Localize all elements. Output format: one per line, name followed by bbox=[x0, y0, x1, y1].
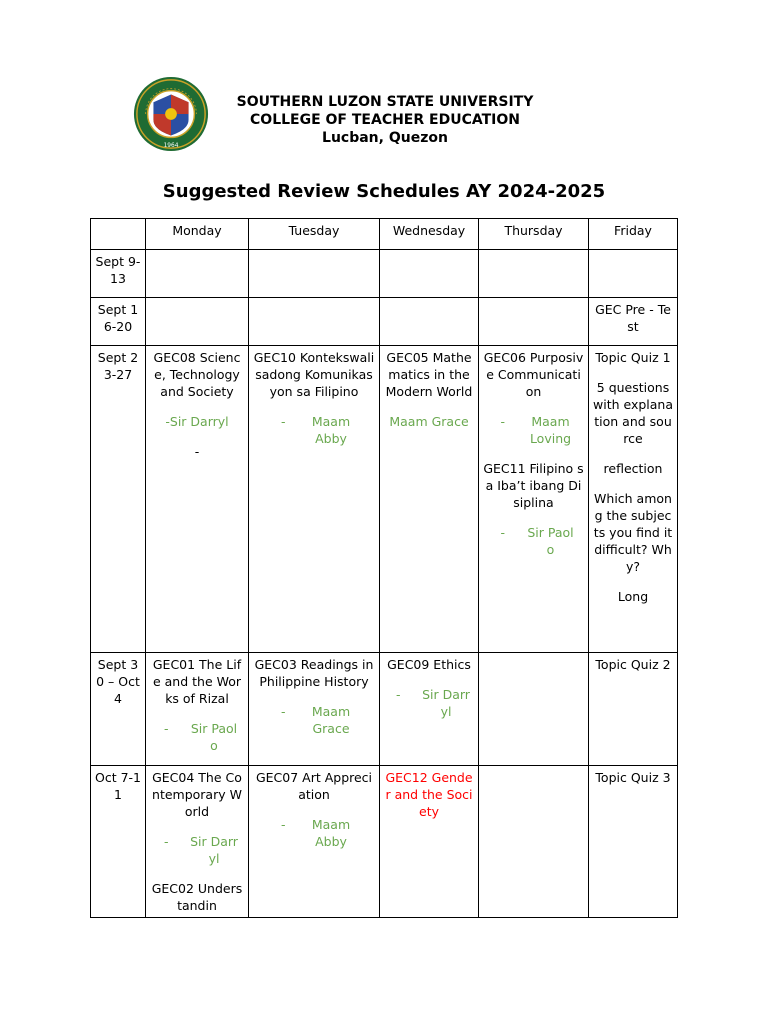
bullet: - bbox=[281, 817, 286, 832]
subject-cell bbox=[146, 346, 249, 653]
teacher-name: Maam Abby bbox=[311, 414, 351, 446]
teacher-name: Maam Abby bbox=[311, 817, 351, 849]
university-name: SOUTHERN LUZON STATE UNIVERSITY bbox=[236, 94, 534, 110]
teacher-name: Maam Grace bbox=[389, 414, 469, 429]
corner-cell bbox=[91, 219, 146, 250]
bullet: - bbox=[281, 414, 286, 429]
subject-name: GEC09 Ethics bbox=[387, 657, 471, 672]
teacher-name: Sir Darryl bbox=[190, 834, 238, 866]
quiz-note: 5 questions with explanation and source bbox=[593, 380, 674, 446]
friday-activity: GEC Pre - Test bbox=[589, 298, 678, 346]
subject-name: GEC03 Readings in Philippine History bbox=[254, 657, 374, 689]
subject-cell bbox=[249, 346, 380, 653]
teacher-list-item bbox=[253, 703, 375, 737]
subject-cell bbox=[146, 766, 249, 918]
bullet: - bbox=[500, 525, 506, 540]
reflection-label: reflection bbox=[603, 461, 663, 476]
table-header-row bbox=[91, 219, 678, 250]
week-label: Sept 23-27 bbox=[91, 346, 146, 653]
week-label: Sept 16-20 bbox=[91, 298, 146, 346]
teacher-list-item bbox=[150, 833, 244, 867]
day-header: Friday bbox=[589, 219, 678, 250]
friday-activity: Topic Quiz 3 bbox=[589, 766, 678, 918]
review-schedule-table bbox=[90, 218, 678, 918]
teacher-name: Maam Loving bbox=[529, 414, 572, 446]
subject-cell bbox=[380, 346, 479, 653]
subject-name: GEC07 Art Appreciation bbox=[255, 770, 373, 802]
subject-name: GEC01 The Life and the Works of Rizal bbox=[152, 657, 242, 706]
week-label: Sept 30 – Oct 4 bbox=[91, 653, 146, 766]
teacher-name: Sir Darryl bbox=[422, 687, 470, 719]
bullet: - bbox=[500, 414, 506, 429]
university-seal-logo bbox=[132, 75, 210, 153]
table-row bbox=[91, 766, 678, 918]
teacher-list-item bbox=[150, 720, 244, 754]
subject-cell bbox=[249, 653, 380, 766]
quiz-label: Topic Quiz 1 bbox=[595, 350, 671, 365]
subject-name: GEC11 Filipino sa Iba’t ibang Disiplina bbox=[483, 461, 584, 510]
subject-cell bbox=[146, 653, 249, 766]
day-header: Thursday bbox=[479, 219, 589, 250]
subject-cell bbox=[380, 766, 479, 918]
subject-name: GEC04 The Contemporary World bbox=[152, 770, 242, 819]
location: Lucban, Quezon bbox=[322, 130, 448, 146]
friday-activity: Topic Quiz 2 bbox=[589, 653, 678, 766]
subject-name: GEC10 Kontekswalisadong Komunikasyon sa Filipino bbox=[253, 350, 375, 399]
bullet: - bbox=[194, 444, 200, 459]
table-row bbox=[91, 298, 678, 346]
subject-name-highlighted: GEC12 Gender and the Society bbox=[385, 770, 473, 819]
bullet: - bbox=[396, 687, 401, 702]
teacher-name: Sir Paolo bbox=[190, 721, 238, 753]
subject-name: GEC05 Mathematics in the Modern World bbox=[385, 350, 473, 399]
teacher-list-item bbox=[384, 686, 474, 720]
teacher-name: Maam Grace bbox=[311, 704, 351, 736]
long-label: Long bbox=[617, 589, 649, 604]
teacher-list-item bbox=[253, 413, 375, 447]
day-header: Monday bbox=[146, 219, 249, 250]
teacher-list-item bbox=[483, 524, 584, 558]
teacher-list-item bbox=[483, 413, 584, 447]
teacher-name: Sir Paolo bbox=[527, 525, 574, 557]
bullet: - bbox=[164, 834, 169, 849]
subject-name: GEC08 Science, Technology and Society bbox=[153, 350, 241, 399]
subject-cell bbox=[380, 653, 479, 766]
friday-activity bbox=[589, 346, 678, 653]
day-header: Tuesday bbox=[249, 219, 380, 250]
subject-cell bbox=[249, 766, 380, 918]
week-label: Oct 7-11 bbox=[91, 766, 146, 918]
bullet: - bbox=[164, 721, 169, 736]
subject-name: GEC06 Purposive Communication bbox=[483, 350, 584, 399]
subject-cell bbox=[479, 346, 589, 653]
college-name: COLLEGE OF TEACHER EDUCATION bbox=[250, 112, 520, 128]
teacher-list-item bbox=[253, 816, 375, 850]
bullet: - bbox=[281, 704, 286, 719]
table-row bbox=[91, 250, 678, 298]
subject-name: GEC02 Understandin bbox=[151, 881, 243, 913]
table-row bbox=[91, 653, 678, 766]
reflection-question: Which among the subjects you find it difficult? Why? bbox=[593, 491, 673, 574]
table-row bbox=[91, 346, 678, 653]
week-label: Sept 9-13 bbox=[91, 250, 146, 298]
svg-text:1964: 1964 bbox=[163, 143, 179, 150]
day-header: Wednesday bbox=[380, 219, 479, 250]
document-title: Suggested Review Schedules AY 2024-2025 bbox=[162, 181, 606, 202]
teacher-name: -Sir Darryl bbox=[165, 414, 229, 429]
